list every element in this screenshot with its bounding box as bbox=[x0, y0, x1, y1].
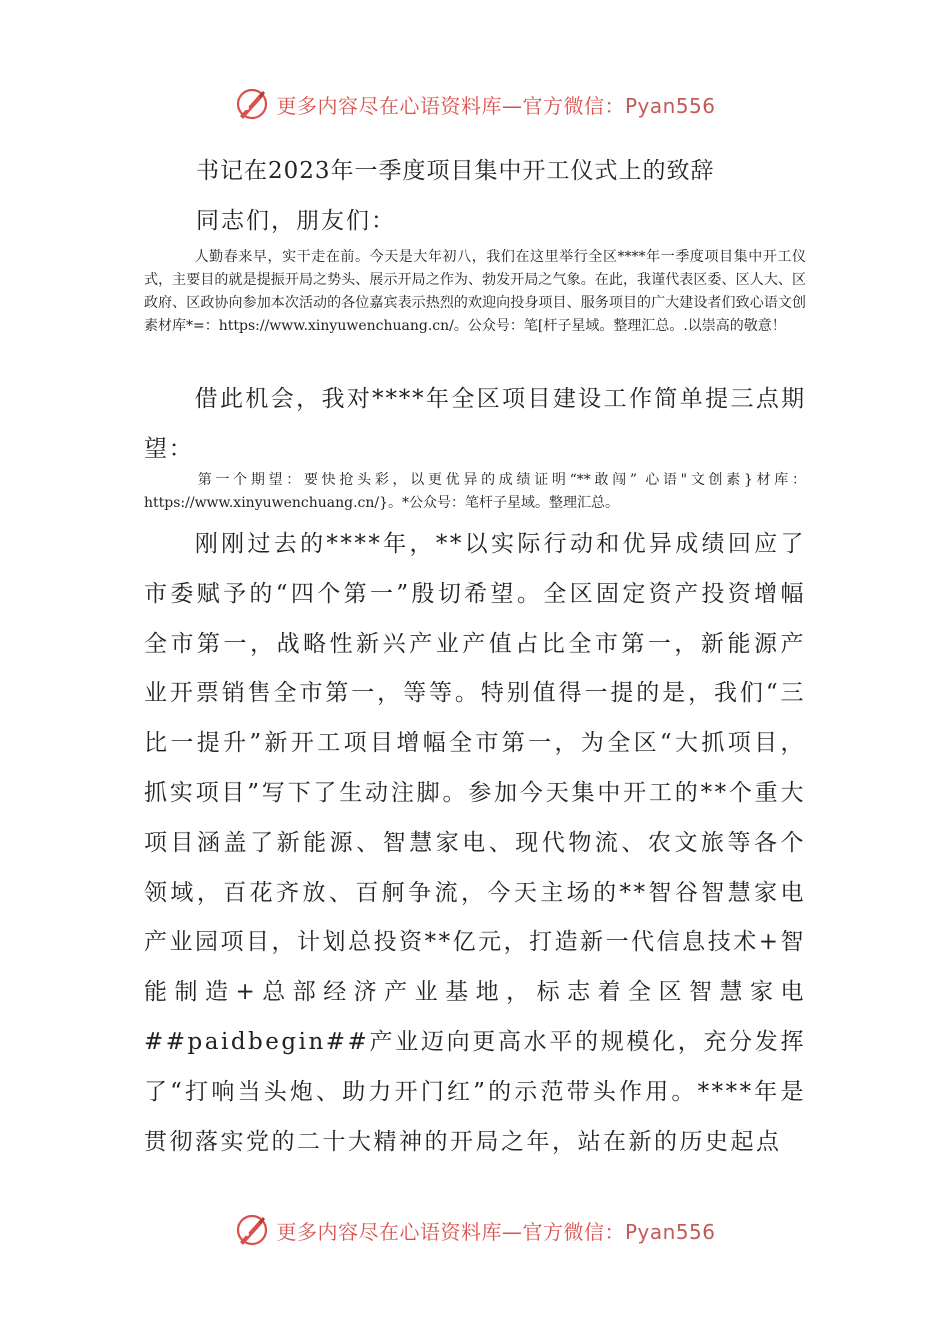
banner-text: 更多内容尽在心语资料库—官方微信：Pyan556 bbox=[276, 93, 716, 118]
banner-text: 更多内容尽在心语资料库—官方微信：Pyan556 bbox=[276, 1219, 716, 1244]
document-title: 书记在2023年一季度项目集中开工仪式上的致辞 bbox=[196, 158, 715, 184]
greeting: 同志们，朋友们： bbox=[196, 208, 396, 234]
pen-logo-icon bbox=[234, 86, 270, 122]
header-banner bbox=[0, 84, 950, 124]
pen-logo-icon bbox=[234, 1212, 270, 1248]
paragraph-first-expectation: 第一个期望：要快抢头彩，以更优异的成绩证明“**敢闯” 心语"文创素}材库：https://www.xinyuwenchuang.cn/}。*公众号：笔杆子星域。整理汇总。 bbox=[144, 472, 806, 511]
banner-wechat-id: Pyan556 bbox=[624, 93, 716, 118]
paragraph-body: 刚刚过去的****年，**以实际行动和优异成绩回应了市委赋予的“四个第一”殷切希望。全区固定资产投资增幅全市第一，战略性新兴产业产值占比全市第一，新能源产业开票销售全市第一，等等。特别值得一提的是，我们“三比一提升”新开工项目增幅全市第一，为全区“大抓项目，抓实项目”写下了生动注脚。参加今天集中开工的**个重大项目涵盖了新能源、智慧家电、现代物流、农文旅等各个领域，百花齐放、百舸争流，今天主场的**智谷智慧家电产业园项目，计划总投资**亿元，打造新一代信息技术+智能制造+总部经济产业基地，标志着全区智慧家电##paidbegin##产业迈向更高水平的规模化，充分发挥了“打响当头炮、助力开门红”的示范带头作用。****年是贯彻落实党的二十大精神的开局之年，站在新的历史起点 bbox=[144, 531, 806, 1155]
footer-banner bbox=[0, 1210, 950, 1250]
paragraph-intro: 借此机会，我对****年全区项目建设工作简单提三点期望： bbox=[144, 386, 806, 462]
paragraph-opening: 人勤春来早，实干走在前。今天是大年初八，我们在这里举行全区****年一季度项目集中开工仪式，主要目的就是提振开局之势头、展示开局之作为、勃发开局之气象。在此，我谨代表区委、区人大、区政府、区政协向参加本次活动的各位嘉宾表示热烈的欢迎向投身项目、服务项目的广大建设者们致心语文创素材库*=：https://www.xinyuwenchuang.cn/。公众号：笔[杆子星域。整理汇总。.以崇高的敬意！ bbox=[144, 249, 806, 334]
banner-wechat-id: Pyan556 bbox=[624, 1219, 716, 1244]
